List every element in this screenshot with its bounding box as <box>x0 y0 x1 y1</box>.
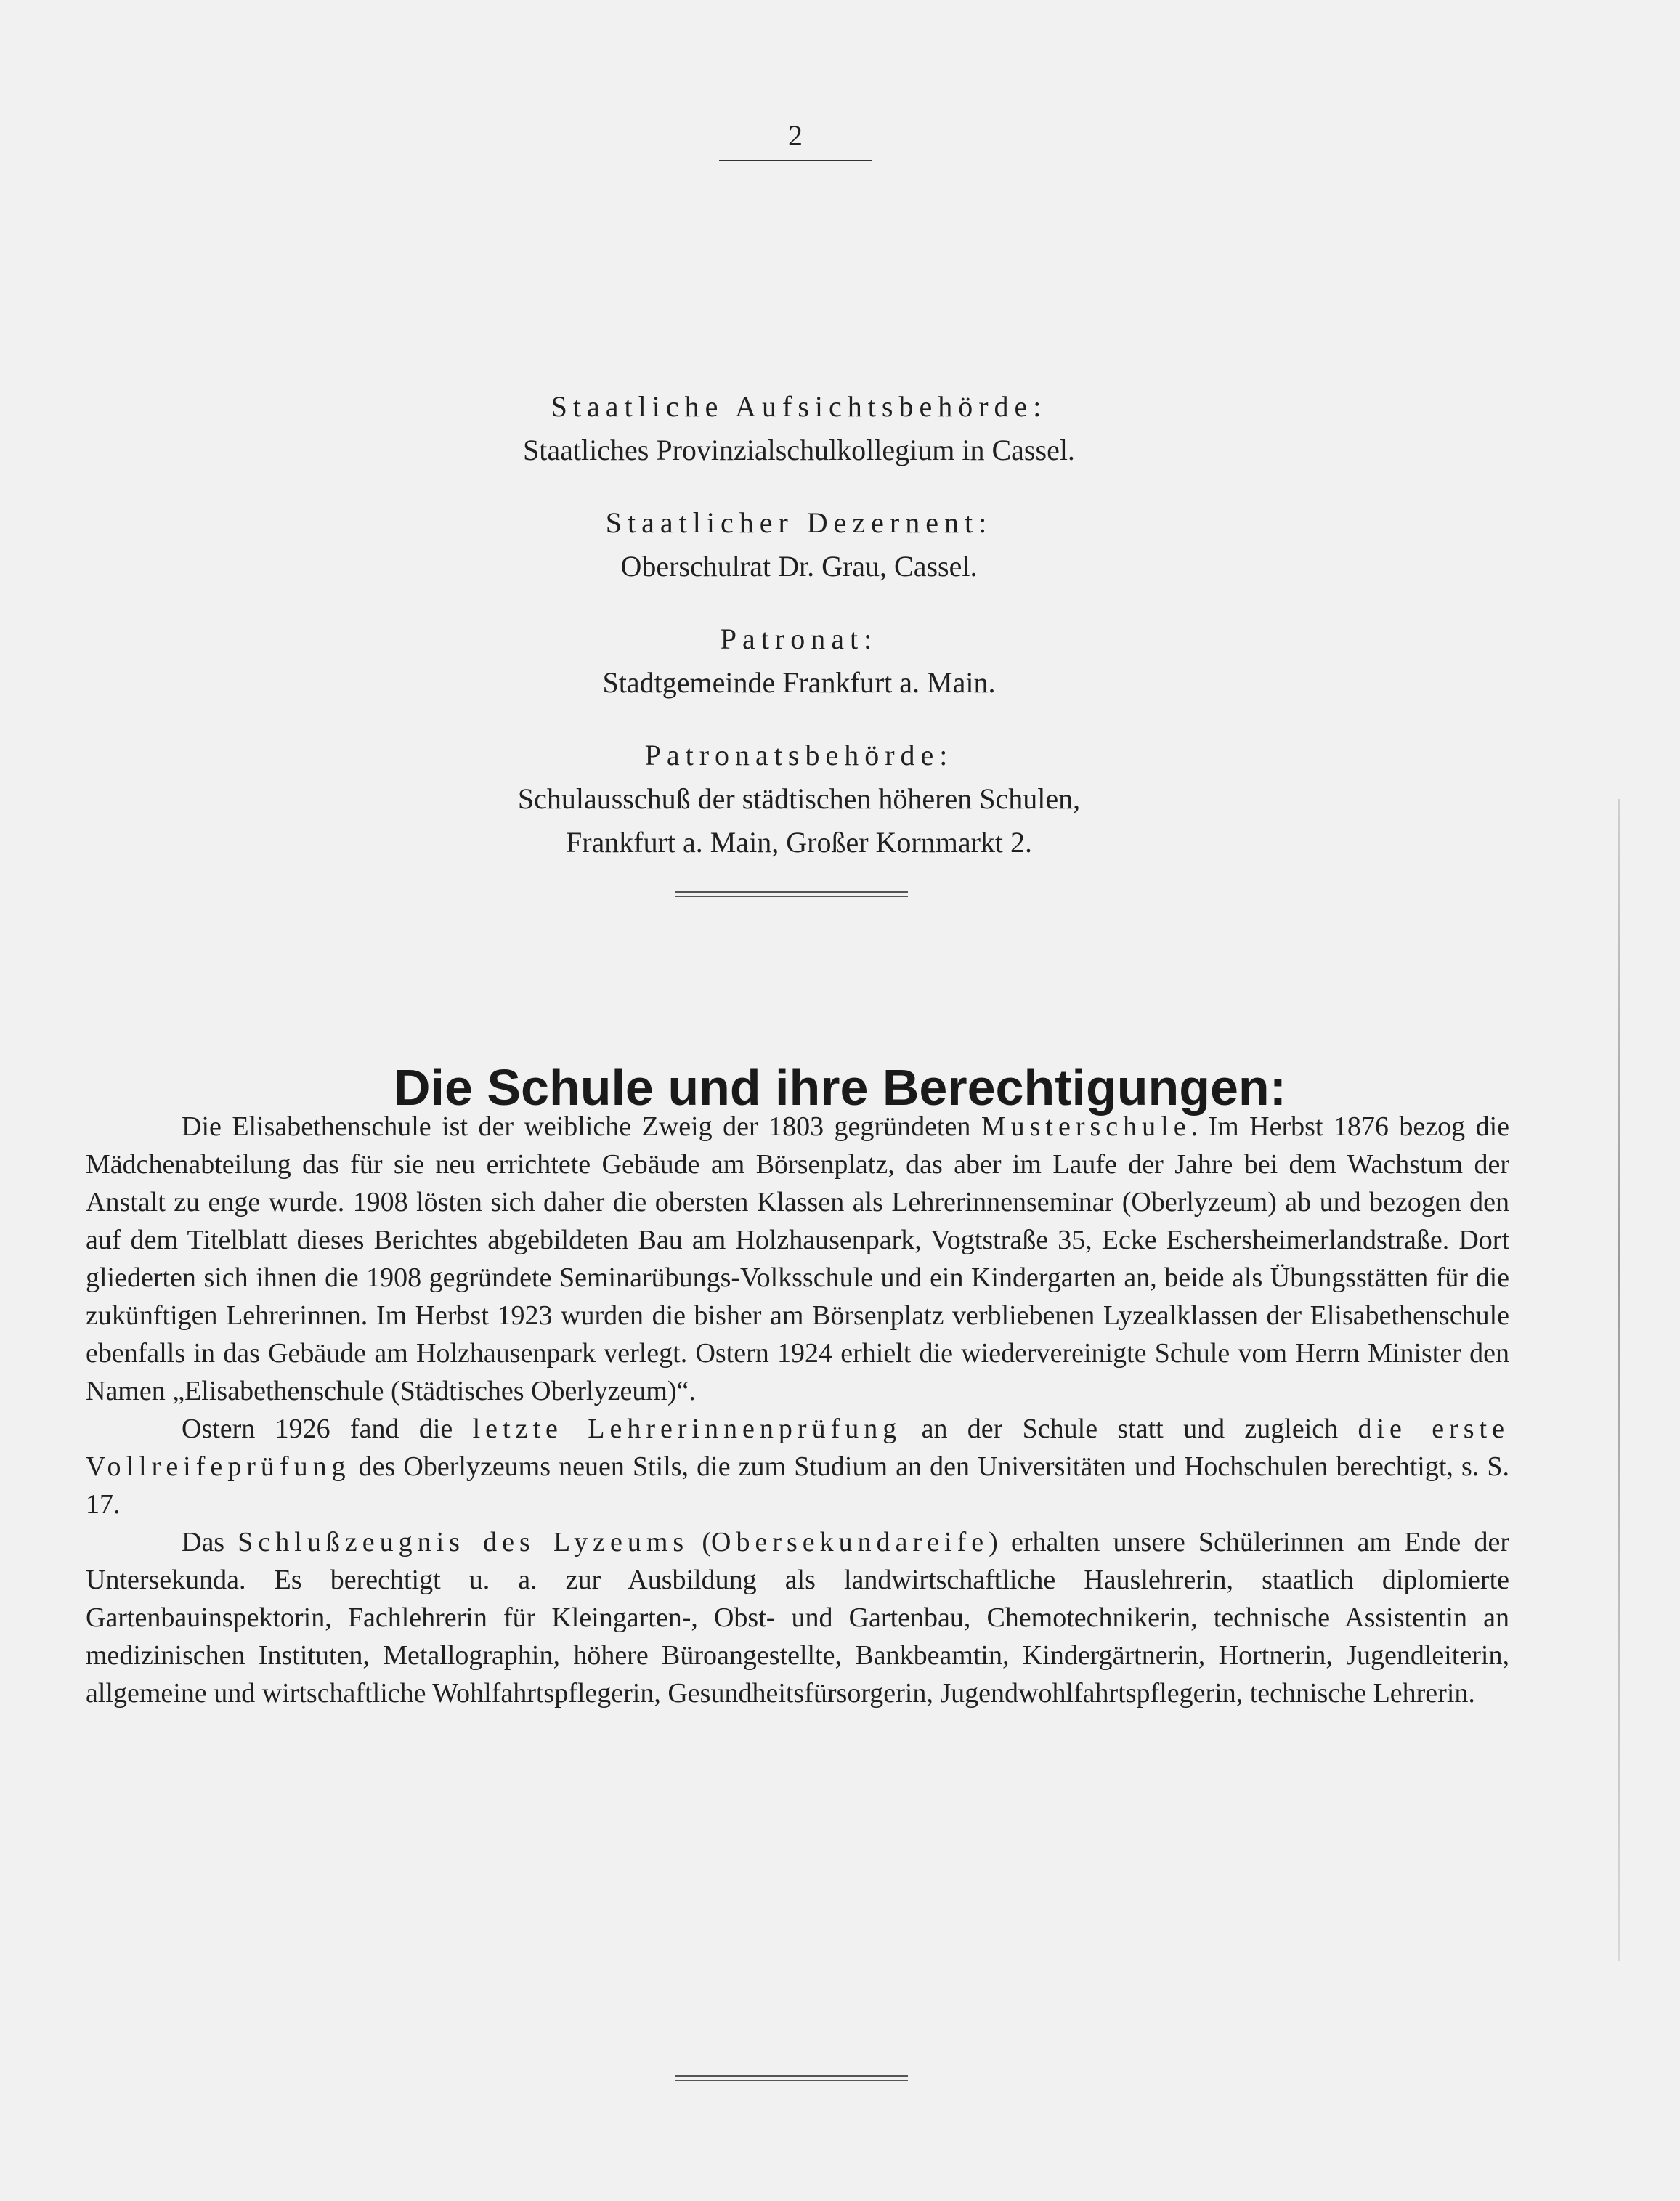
paragraph-1 <box>86 1108 1509 1410</box>
authority-section <box>291 385 1307 893</box>
p3-text-e: ) erhalten unsere Schülerinnen am Ende der Untersekunda. Es berechtigt u. a. zur Ausbildung als landwirtschaftliche Hauslehrerin, staatlich diplomierte Gartenbauinspektorin, Fachlehrerin für Kleingarten-, Obst- und Gartenbau, Chemotechnikerin, technische Assistentin an medizinischen Instituten, Metallographin, höhere Büroangestellte, Bankbeamtin, Kindergärtnerin, Hortnerin, Jugendleiterin, allgemeine und wirtschaftliche Wohlfahrtspflegerin, Gesundheitsfürsorgerin, Jugendwohlfahrtspflegerin, technische Lehrerin. <box>86 1527 1509 1708</box>
page-number-rule <box>719 160 872 161</box>
patronat-value: Stadtgemeinde Frankfurt a. Main. <box>602 666 996 699</box>
patronatsbehoerde-line-1: Schulausschuß der städtischen höheren Schulen, <box>517 782 1081 815</box>
patronatsbehoerde-line-2: Frankfurt a. Main, Großer Kornmarkt 2. <box>565 826 1033 859</box>
p3-emphasis-obersekundareife: Obersekundareife <box>711 1527 989 1557</box>
page-number: 2 <box>788 119 803 152</box>
dezernent-block <box>291 501 1307 588</box>
p1-text-c: . Im Herbst 1876 bezog die Mädchenabteilung das für sie neu errichtete Gebäude am Börsenplatz, das aber im Laufe der Jahre bei dem Wachstum der Anstalt zu enge wurde. 1908 lösten sich daher die obersten Klassen als Lehrerinnenseminar (Oberlyzeum) ab und bezogen den auf dem Titelblatt dieses Berichtes abgebildeten Bau am Holzhausenpark, Vogtstraße 35, Ecke Eschersheimerlandstraße. Dort gliederten sich ihnen die 1908 gegründete Seminarübungs-Volksschule und ein Kindergarten an, beide als Übungsstätten für die zukünftigen Lehrerinnen. Im Herbst 1923 wurden die bisher am Börsenplatz verbliebenen Lyzealklassen der Elisabethenschule ebenfalls in das Gebäude am Holzhausenpark verlegt. Ostern 1924 erhielt die wiedervereinigte Schule vom Herrn Minister den Namen „Elisabethenschule (Städtisches Oberlyzeum)“. <box>86 1111 1509 1406</box>
p1-text-a: Die Elisabethenschule ist der weibliche Zweig der 1803 gegründeten <box>182 1111 981 1142</box>
divider-top <box>675 891 908 897</box>
body-text <box>86 1108 1509 1712</box>
patronatsbehoerde-heading: Patronatsbehörde: <box>644 739 954 771</box>
p2-emphasis-lehrerinnenpruefung: letzte Lehrerinnenprüfung <box>472 1414 902 1444</box>
section-title: Die Schule und ihre Berechtigungen: <box>393 1058 1287 1116</box>
p1-emphasis-musterschule: Musterschule <box>981 1111 1191 1142</box>
p3-emphasis-schlusszeugnis: Schlußzeugnis des Lyzeums <box>238 1527 689 1557</box>
p2-text-e: des Oberlyzeums neuen Stils, die zum Studium an den Universitäten und Hochschulen berechtigt, s. S. 17. <box>86 1451 1509 1520</box>
paragraph-3 <box>86 1523 1509 1712</box>
dezernent-heading: Staatlicher Dezernent: <box>605 506 993 539</box>
aufsicht-value: Staatliches Provinzialschulkollegium in Cassel. <box>523 434 1075 466</box>
p3-text-c: ( <box>689 1527 712 1557</box>
page-edge-mark <box>1618 799 1620 1961</box>
p2-emphasis-vollreifepruefung: die erste Vollreifeprüfung <box>86 1414 1509 1482</box>
aufsicht-block <box>291 385 1307 472</box>
p2-text-c: an der Schule statt und zugleich <box>901 1414 1358 1444</box>
p3-text-a: Das <box>182 1527 238 1557</box>
patronat-heading: Patronat: <box>720 623 878 655</box>
dezernent-value: Oberschulrat Dr. Grau, Cassel. <box>620 550 978 583</box>
paragraph-2 <box>86 1410 1509 1523</box>
p2-text-a: Ostern 1926 fand die <box>182 1414 473 1444</box>
divider-bottom <box>675 2075 908 2081</box>
patronat-block <box>291 617 1307 705</box>
aufsicht-heading: Staatliche Aufsichtsbehörde: <box>551 390 1047 423</box>
patronatsbehoerde-block <box>291 734 1307 864</box>
